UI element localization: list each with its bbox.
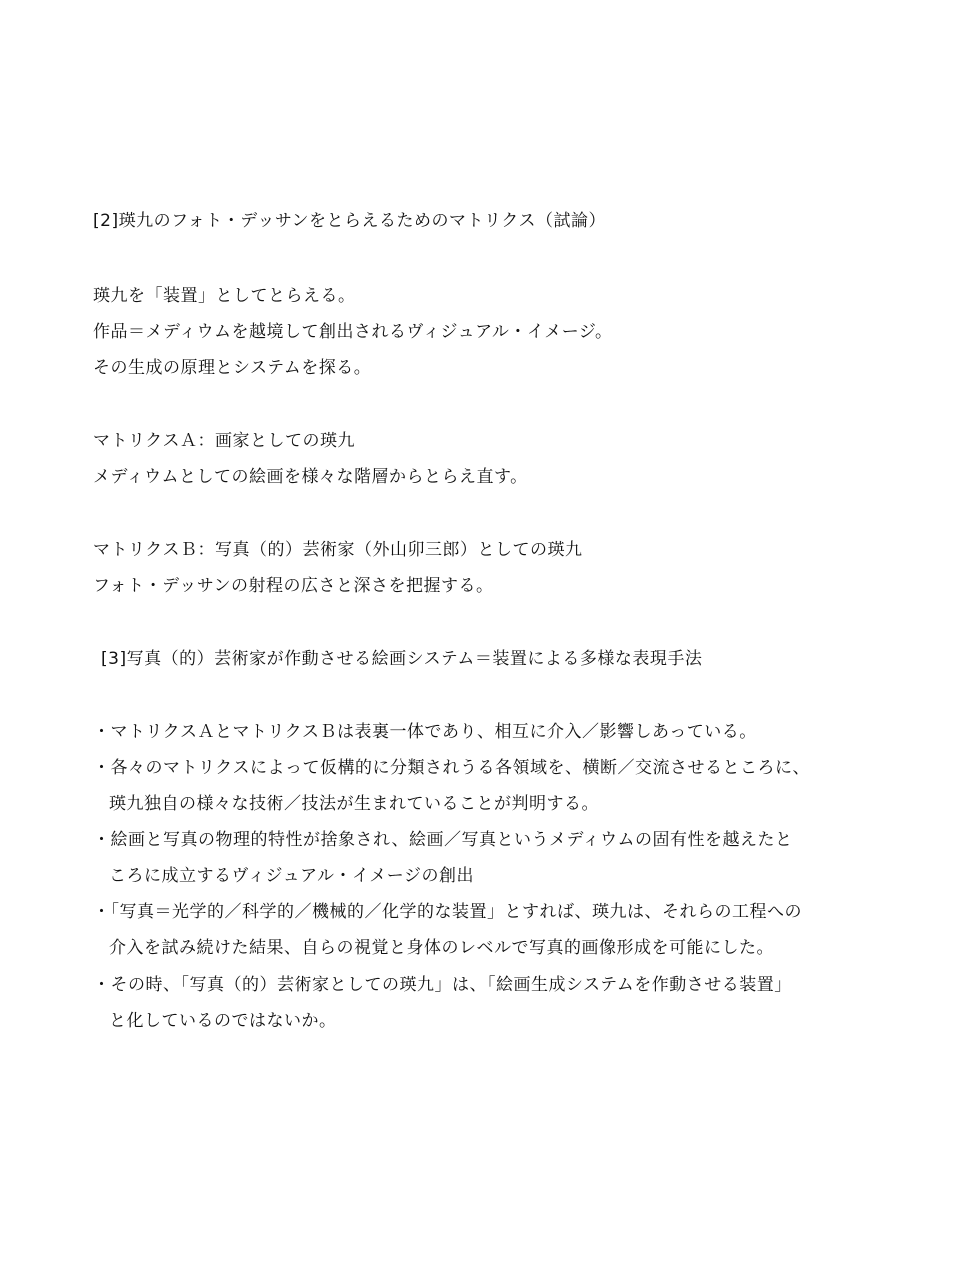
bullet-3-line-1: ・絵画と写真の物理的特性が捨象され、絵画／写真というメディウムの固有性を越えたと: [93, 830, 793, 850]
bullet-4-line-2: 介入を試み続けた結果、自らの視覚と身体のレベルで写真的画像形成を可能にした。: [109, 938, 774, 958]
section3-heading: [3]写真（的）芸術家が作動させる絵画システム＝装置による多様な表現手法: [101, 649, 703, 669]
matrix-a-title: マトリクスＡ：画家としての瑛九: [93, 431, 355, 451]
matrix-b-desc: フォト・デッサンの射程の広さと深さを把握する。: [93, 576, 494, 596]
matrix-b-title: マトリクスＢ：写真（的）芸術家（外山卯三郎）としての瑛九: [93, 540, 583, 560]
bullet-2-line-2: 瑛九独自の様々な技術／技法が生まれていることが判明する。: [109, 794, 599, 814]
bullet-1-line-1: ・マトリクスＡとマトリクスＢは表裏一体であり、相互に介入／影響しあっている。: [93, 722, 757, 742]
bullet-2-line-1: ・各々のマトリクスによって仮構的に分類されうる各領域を、横断／交流させるところに、: [93, 758, 810, 778]
intro-line-3: その生成の原理とシステムを探る。: [93, 358, 372, 378]
bullet-5-line-2: と化しているのではないか。: [109, 1011, 337, 1031]
bullet-4-line-1: ・「写真＝光学的／科学的／機械的／化学的な装置」とすれば、瑛九は、それらの工程への: [93, 902, 802, 922]
section2-heading: [2]瑛九のフォト・デッサンをとらえるためのマトリクス（試論）: [93, 211, 607, 231]
bullet-5-line-1: ・その時、「写真（的）芸術家としての瑛九」は、「絵画生成システムを作動させる装置」: [93, 975, 792, 995]
matrix-a-desc: メディウムとしての絵画を様々な階層からとらえ直す。: [93, 467, 528, 487]
intro-line-2: 作品＝メディウムを越境して創出されるヴィジュアル・イメージ。: [93, 322, 613, 342]
intro-line-1: 瑛九を「装置」としてとらえる。: [93, 286, 356, 306]
bullet-3-line-2: ころに成立するヴィジュアル・イメージの創出: [109, 866, 474, 886]
